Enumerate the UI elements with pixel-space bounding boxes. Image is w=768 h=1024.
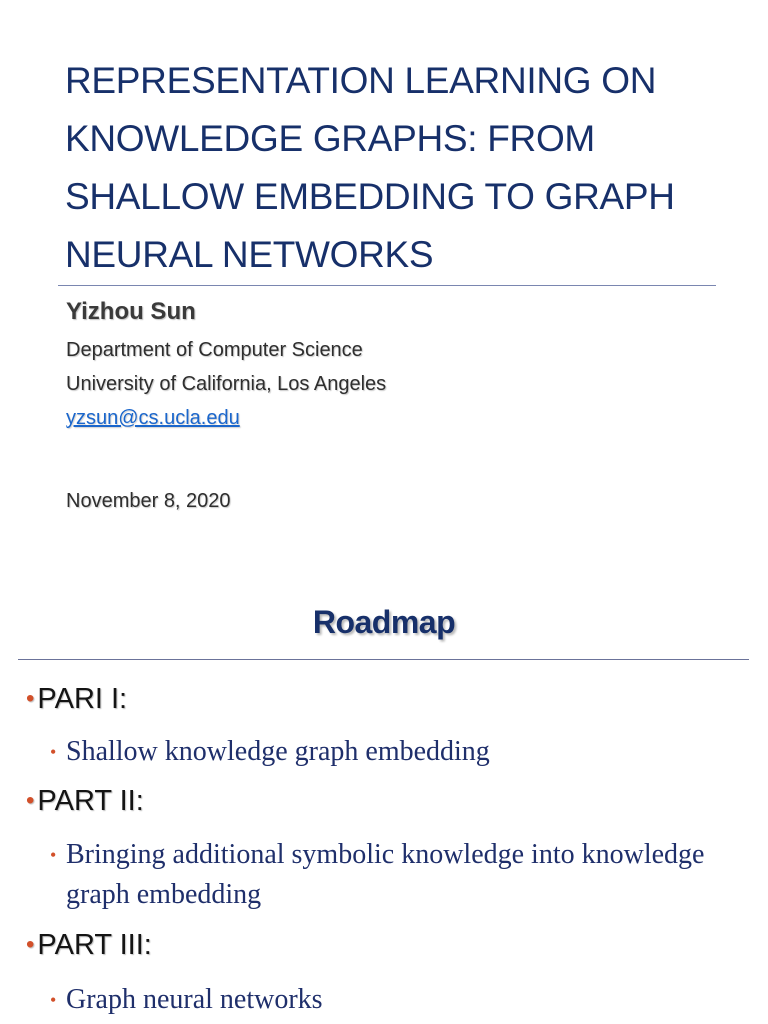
title-line: KNOWLEDGE GRAPHS: FROM: [65, 118, 595, 159]
roadmap-item-text: Shallow knowledge graph embedding: [66, 736, 490, 767]
roadmap-section-heading: [26, 683, 127, 716]
section-heading-text: PART II:: [37, 785, 144, 817]
roadmap-item: [50, 980, 756, 1020]
presentation-date: November 8, 2020: [66, 490, 231, 512]
roadmap-title: Roadmap: [312, 604, 456, 640]
bullet-icon: •: [26, 787, 35, 814]
bullet-icon: •: [50, 845, 57, 865]
bullet-icon: •: [26, 685, 35, 712]
department: Department of Computer Science: [66, 339, 363, 361]
title-line: REPRESENTATION LEARNING ON: [65, 60, 657, 101]
email-line: [66, 407, 240, 430]
bullet-icon: •: [50, 742, 57, 762]
roadmap-item-text: Graph neural networks: [66, 984, 323, 1015]
roadmap-item: [50, 835, 756, 915]
bullet-icon: •: [26, 931, 35, 958]
roadmap-section-heading: [26, 929, 152, 962]
title-line: SHALLOW EMBEDDING TO GRAPH: [65, 176, 675, 217]
roadmap-slide: [0, 590, 768, 1024]
title-line: NEURAL NETWORKS: [65, 234, 434, 275]
bullet-icon: •: [50, 990, 57, 1010]
title-divider: [58, 285, 716, 286]
roadmap-section-heading: [26, 785, 144, 818]
section-heading-text: PARI I:: [37, 683, 128, 715]
roadmap-item-text: Bringing additional symbolic knowledge into knowledge graph embedding: [66, 839, 705, 910]
roadmap-divider: [18, 659, 749, 660]
roadmap-item: [50, 732, 756, 772]
university: University of California, Los Angeles: [66, 373, 387, 395]
section-heading-text: PART III:: [37, 929, 152, 961]
slide-title: [65, 52, 745, 284]
author-name: Yizhou Sun: [66, 298, 196, 325]
email-link[interactable]: yzsun@cs.ucla.edu: [66, 407, 240, 429]
